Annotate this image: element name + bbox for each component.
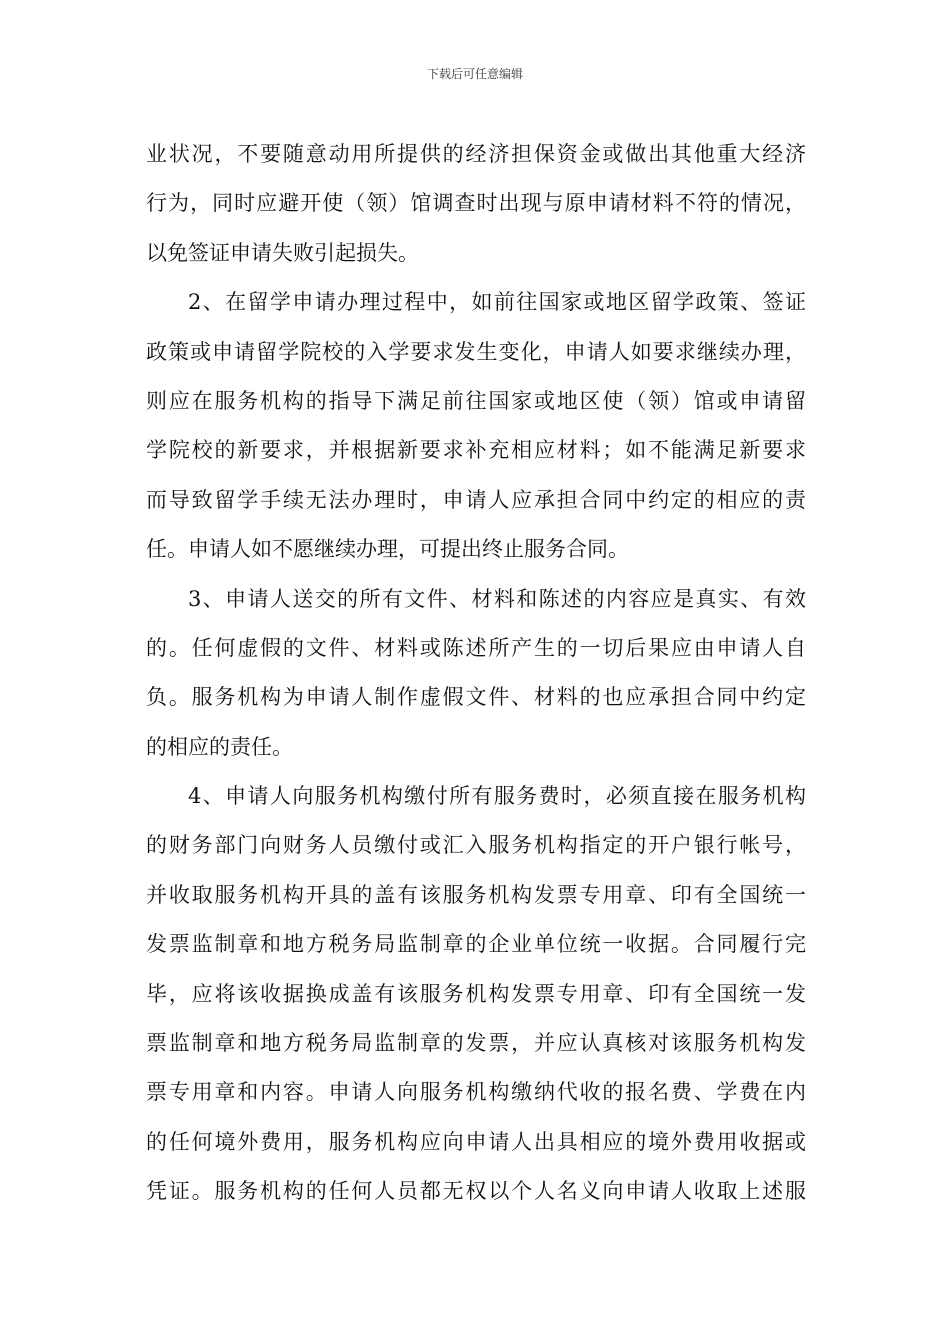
text-line: 而导致留学手续无法办理时，申请人应承担合同中约定的相应的责 [146,487,806,512]
paragraph-3-first-line: 3、申请人送交的所有文件、材料和陈述的内容应是真实、有效 [188,586,806,611]
text-line: 学院校的新要求，并根据新要求补充相应材料；如不能满足新要求 [146,438,806,463]
text-line: 的财务部门向财务人员缴付或汇入服务机构指定的开户银行帐号， [146,833,806,858]
text-line: 的任何境外费用，服务机构应向申请人出具相应的境外费用收据或 [146,1129,806,1154]
text-line: 的相应的责任。 [146,734,293,759]
paragraph-2-first-line: 2、在留学申请办理过程中，如前往国家或地区留学政策、签证 [188,290,806,315]
text-line: 毕，应将该收据换成盖有该服务机构发票专用章、印有全国统一发 [146,981,806,1006]
text-line: 以免签证申请失败引起损失。 [146,240,419,265]
text-line: 任。申请人如不愿继续办理，可提出终止服务合同。 [146,537,629,562]
text-line: 业状况，不要随意动用所提供的经济担保资金或做出其他重大经济 [146,142,806,166]
paragraph-4-first-line: 4、申请人向服务机构缴付所有服务费时，必须直接在服务机构 [188,784,806,809]
text-line: 凭证。服务机构的任何人员都无权以个人名义向申请人收取上述服 [146,1179,806,1204]
text-line: 的。任何虚假的文件、材料或陈述所产生的一切后果应由申请人自 [146,635,806,660]
text-line: 并收取服务机构开具的盖有该服务机构发票专用章、印有全国统一 [146,882,806,907]
text-line: 则应在服务机构的指导下满足前往国家或地区使（领）馆或申请留 [146,388,806,413]
text-line: 负。服务机构为申请人制作虚假文件、材料的也应承担合同中约定 [146,685,806,710]
text-line: 政策或申请留学院校的入学要求发生变化，申请人如要求继续办理， [146,339,806,364]
text-line: 行为，同时应避开使（领）馆调查时出现与原申请材料不符的情况， [146,191,806,216]
text-line: 发票监制章和地方税务局监制章的企业单位统一收据。合同履行完 [146,932,806,957]
page-header: 下载后可任意编辑 [426,67,523,81]
text-line: 票监制章和地方税务局监制章的发票，并应认真核对该服务机构发 [146,1031,806,1056]
body-text [146,130,806,1217]
text-line: 票专用章和内容。申请人向服务机构缴纳代收的报名费、学费在内 [146,1080,806,1105]
